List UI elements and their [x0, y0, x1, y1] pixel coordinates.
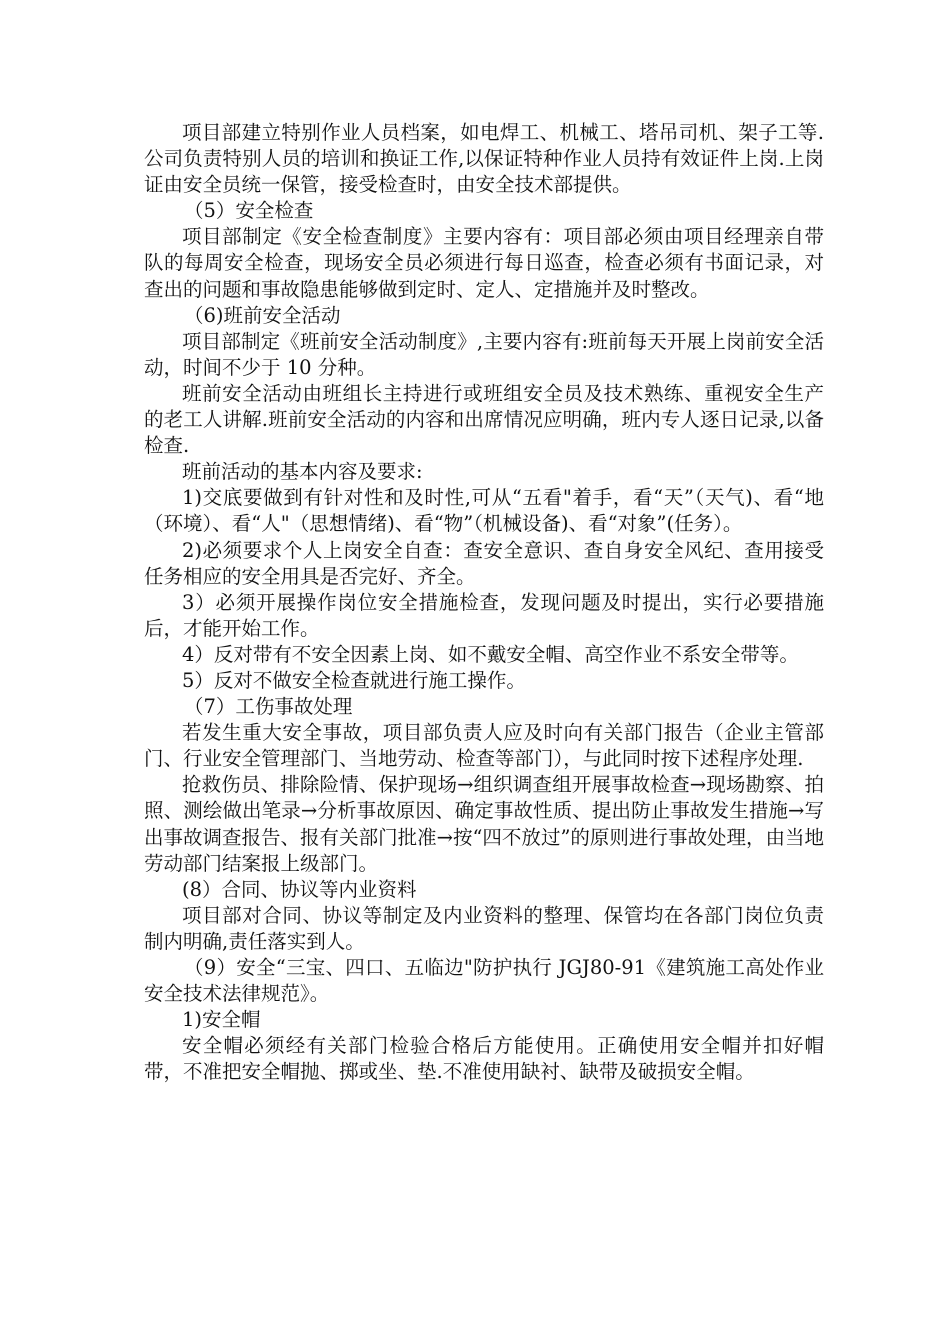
list-item-5: 5）反对不做安全检查就进行施工操作。 — [182, 668, 526, 692]
paragraph-pre-shift-system: 项目部制定《班前安全活动制度》,主要内容有:班前每天开展上岗前安全活动，时间不少于 10 分种。 — [144, 329, 824, 379]
list-item-1: 1)交底要做到有针对性和及时性,可从“五看"着手，看“天”（天气)、看“地（环境）、看“人"（思想情绪)、看“物”（机械设备)、看“对象”(任务）。 — [144, 486, 824, 536]
paragraph-pre-shift-host: 班前安全活动由班组长主持进行或班组安全员及技术熟练、重视安全生产的老工人讲解.班前安全活动的内容和出席情况应明确，班内专人逐日记录,以备检查. — [144, 381, 824, 458]
heading-pre-shift-activity: （6)班前安全活动 — [184, 303, 341, 327]
list-item-2: 2)必须要求个人上岗安全自查：查安全意识、查自身安全风纪、查用接受任务相应的安全用具是否完好、齐全。 — [144, 538, 824, 588]
heading-accident-handling: （7）工伤事故处理 — [184, 695, 353, 719]
paragraph-safety-helmet: 安全帽必须经有关部门检验合格后方能使用。正确使用安全帽并扣好帽带，不准把安全帽抛、掷或坐、垫.不准使用缺衬、缺带及破损安全帽。 — [144, 1034, 824, 1084]
paragraph-special-personnel: 项目部建立特别作业人员档案，如电焊工、机械工、塔吊司机、架子工等.公司负责特别人员的培训和换证工作,以保证特种作业人员持有效证件上岗.上岗证由安全员统一保管，接受检查时，由安全技术部提供。 — [144, 121, 824, 197]
subheading-safety-helmet: 1)安全帽 — [182, 1008, 261, 1032]
paragraph-inspection-system: 项目部制定《安全检查制度》主要内容有：项目部必须由项目经理亲自带队的每周安全检查，现场安全员必须进行每日巡查，检查必须有书面记录，对查出的问题和事故隐患能够做到定时、定人、定措施并及时整改。 — [144, 225, 824, 301]
heading-three-treasures: （9）安全“三宝、四口、五临边"防护执行 JGJ80-91《建筑施工高处作业安全技术法律规范》。 — [144, 956, 824, 1006]
list-item-3: 3）必须开展操作岗位安全措施检查，发现问题及时提出，实行必要措施后，才能开始工作。 — [144, 590, 824, 640]
paragraph-contracts: 项目部对合同、协议等制定及内业资料的整理、保管均在各部门岗位负责制内明确,责任落实到人。 — [144, 903, 824, 953]
list-item-4: 4）反对带有不安全因素上岗、如不戴安全帽、高空作业不系安全带等。 — [182, 642, 799, 666]
paragraph-basic-requirements: 班前活动的基本内容及要求: — [182, 460, 423, 484]
heading-safety-inspection: （5）安全检查 — [184, 199, 314, 223]
heading-contracts: (8）合同、协议等内业资料 — [182, 877, 417, 901]
paragraph-accident-report: 若发生重大安全事故，项目部负责人应及时向有关部门报告（企业主管部门、行业安全管理部门、当地劳动、检查等部门），与此同时按下述程序处理. — [144, 721, 824, 771]
document-page — [144, 120, 824, 1085]
paragraph-accident-procedure: 抢救伤员、排除险情、保护现场→组织调查组开展事故检查→现场勘察、拍照、测绘做出笔录→分析事故原因、确定事故性质、提出防止事故发生措施→写出事故调查报告、报有关部门批准→按“四不放过”的原则进行事故处理，由当地劳动部门结案报上级部门。 — [144, 773, 824, 875]
